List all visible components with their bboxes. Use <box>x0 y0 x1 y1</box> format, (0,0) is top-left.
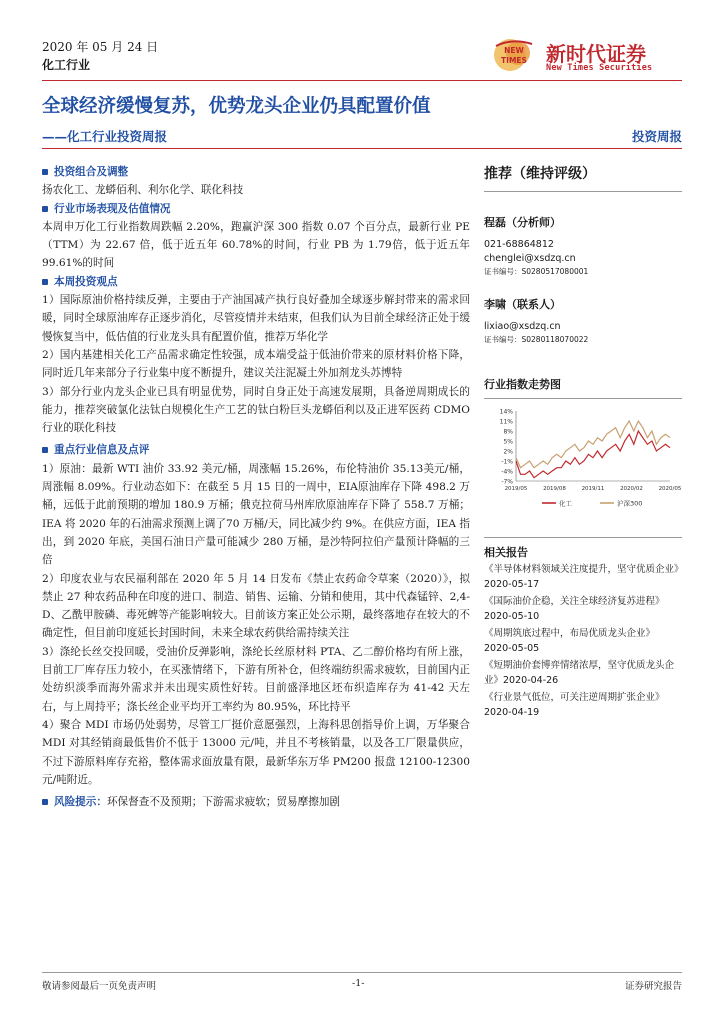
risk-text: 环保督查不及预期；下游需求疲软；贸易摩擦加剧 <box>106 796 341 809</box>
news-paragraph-4: 4）聚合 MDI 市场仍处弱势，尽管工厂挺价意愿强烈，上海科思创指导价上调，万华聚合 MDI 对其经销商最低售价不低于 13000 元/吨，并且不考核销量，以及各工厂限量供应，不过下游原料库存充裕，整体需求面放量有限，最新华东万华 PM200 报盘 12100-12300 元/吨附近。 <box>42 718 470 786</box>
bullet-icon <box>42 279 48 285</box>
bullet-icon <box>42 799 48 805</box>
header-divider <box>42 80 682 81</box>
related-item[interactable]: 《短期油价套博弈情绪浓厚，坚守优质龙头企业》2020-04-26 <box>484 660 675 686</box>
page-subtitle: ——化工行业投资周报 <box>42 129 168 144</box>
page-number: -1- <box>352 978 365 989</box>
analyst-1-name: 程磊（分析师） <box>484 216 561 229</box>
bullet-icon <box>42 169 48 175</box>
x-tick-label: 2019/11 <box>581 486 605 492</box>
section-heading-portfolio: 投资组合及调整 <box>42 163 470 181</box>
x-tick-label: 2019/05 <box>504 486 528 492</box>
y-tick-label: -1% <box>501 458 513 466</box>
index-trend-chart <box>484 405 682 523</box>
industry-label: 化工行业 <box>42 58 91 72</box>
related-item[interactable]: 《周期筑底过程中，布局优质龙头企业》2020-05-05 <box>484 628 656 654</box>
x-tick-label: 2019/08 <box>543 486 566 492</box>
rating-label: 推荐（维持评级） <box>484 166 596 182</box>
related-list <box>484 562 682 720</box>
x-tick-label: 2020/05 <box>658 486 682 492</box>
footer-divider <box>42 972 682 973</box>
x-tick-label: 2020/02 <box>620 486 643 492</box>
legend-label: 化工 <box>559 499 572 508</box>
main-content <box>42 163 470 811</box>
report-date: 2020 年 05 月 24 日 <box>42 40 159 54</box>
y-tick-label: 14% <box>499 408 513 416</box>
y-tick-label: 5% <box>503 438 513 446</box>
related-item[interactable]: 《行业景气低位，可关注逆周期扩张企业》2020-04-19 <box>484 692 665 718</box>
page-title: 全球经济缓慢复苏，优势龙头企业仍具配置价值 <box>42 96 431 117</box>
title-divider <box>42 148 682 149</box>
section-heading-news: 重点行业信息及点评 <box>42 441 470 459</box>
y-tick-label: 2% <box>503 448 513 456</box>
sidebar <box>484 163 682 720</box>
chart-divider <box>484 398 682 399</box>
portfolio-text: 扬农化工、龙蟒佰利、利尔化学、联化科技 <box>42 184 244 197</box>
brand-name-cn: 新时代证券 <box>546 42 646 66</box>
related-item[interactable]: 《半导体材料领域关注度提升，坚守优质企业》2020-05-17 <box>484 564 684 590</box>
market-text: 本周申万化工行业指数周跌幅 2.20%，跑赢沪深 300 指数 0.07 个百分点，最新行业 PE（TTM）为 22.67 倍，低于近五年 60.78%的时间，行业 PB 为 1.79倍，低于近五年 99.61%的时间 <box>42 220 470 270</box>
legend-label: 沪深300 <box>617 499 643 508</box>
bullet-icon <box>42 206 48 212</box>
brand-name-en: New Times Securities <box>546 63 653 73</box>
footer-disclaimer[interactable]: 敬请参阅最后一页免责声明 <box>42 981 157 992</box>
analyst-2-name: 李啸（联系人） <box>484 298 561 311</box>
news-paragraph-3: 3）涤纶长丝交投回暖，受油价反弹影响，涤纶长丝原材料 PTA、乙二醇价格均有所上涨，目前工厂库存压力较小，在买涨情绪下，下游有所补仓，但终端纺织需求疲软，目前国内正处纺织淡季而海外需求并未出现实质性好转。目前盛泽地区坯布织造库存为 41-42 天左右，与上周持平；涤长丝企业平均开工率约为 80.95%，环比持平 <box>42 645 470 713</box>
footer-report-label: 证券研究报告 <box>624 981 682 992</box>
views-paragraph-1: 1）国际原油价格持续反弹，主要由于产油国减产执行良好叠加全球逐步解封带来的需求回暖，同时全球原油库存正逐步消化，尽管疫情并未结束，但我们认为目前全球经济正处于缓慢恢复当中，低估值的行业龙头具有配置价值，推荐万华化学 <box>42 294 470 343</box>
logo-mark-line1: NEW <box>504 46 524 55</box>
related-divider-top <box>484 537 682 538</box>
logo-mark-line2: TIMES <box>501 56 527 65</box>
brand-logo-icon <box>488 36 540 74</box>
news-paragraph-2: 2）印度农业与农民福利部在 2020 年 5 月 14 日发布《禁止农药命令草案（2020）》，拟禁止 27 种农药品种在印度的进口、制造、销售、运输、分销和使用，其中代森锰锌、2,4-D、乙酰甲胺磷、毒死蜱等产能影响较大。目前该方案正处公示期，最终落地存在较大的不确定性，但目前印度延长封国时间，未来全球农药供给需持续关注 <box>42 572 470 640</box>
analyst-2-email[interactable]: lixiao@xsdzq.cn <box>484 321 561 332</box>
views-paragraph-2: 2）国内基建相关化工产品需求确定性较强，成本端受益于低油价带来的原材料价格下降，同时近几年来部分子行业集中度不断提升，建议关注泥凝土外加剂龙头苏博特 <box>42 348 470 380</box>
section-heading-market: 行业市场表现及估值情况 <box>42 200 470 218</box>
analyst-2-cert: 证书编号：S0280118070022 <box>484 335 589 344</box>
rating-divider <box>484 191 682 192</box>
chart-title: 行业指数走势图 <box>484 378 561 391</box>
news-paragraph-1: 1）原油：最新 WTI 油价 33.92 美元/桶，周涨幅 15.26%，布伦特油价 35.13美元/桶，周涨幅 8.09%。行业动态如下：在截至 5 月 15 日的一周中，EIA原油库存下降 498.2 万桶，远低于此前预期的增加 180.9 万桶；俄克拉荷马州库欣原油库存下降了 558.7 万桶；IEA 将 2020 年的石油需求预测上调了70 万桶/天，同比减少约 9%。在供应方面，IEA 指出，到 2020 年底，美国石油日产量可能减少 280 万桶，是沙特阿拉伯产量预计降幅的三倍 <box>42 462 470 567</box>
analyst-1-email[interactable]: chenglei@xsdzq.cn <box>484 253 576 264</box>
y-tick-label: 11% <box>499 418 513 426</box>
y-tick-label: -7% <box>501 478 513 486</box>
related-title: 相关报告 <box>484 546 528 559</box>
report-type: 投资周报 <box>631 129 682 144</box>
bullet-icon <box>42 447 48 453</box>
y-tick-label: -4% <box>501 468 513 476</box>
y-tick-label: 8% <box>503 428 513 436</box>
section-heading-views: 本周投资观点 <box>42 273 470 291</box>
related-item[interactable]: 《国际油价企稳，关注全球经济复苏进程》2020-05-10 <box>484 596 665 622</box>
analyst-1-phone: 021-68864812 <box>484 239 554 250</box>
risk-line: 风险提示：环保督查不及预期；下游需求疲软；贸易摩擦加剧 <box>42 793 470 811</box>
analyst-1-cert: 证书编号：S0280517080001 <box>484 267 589 276</box>
views-paragraph-3: 3）部分行业内龙头企业已具有明显优势，同时自身正处于高速发展期，具备逆周期成长的能力，推荐突破氯化法钛白规模化生产工艺的钛白粉巨头龙蟒佰利以及正进军医药 CDMO 行业的联化科技 <box>42 385 470 435</box>
